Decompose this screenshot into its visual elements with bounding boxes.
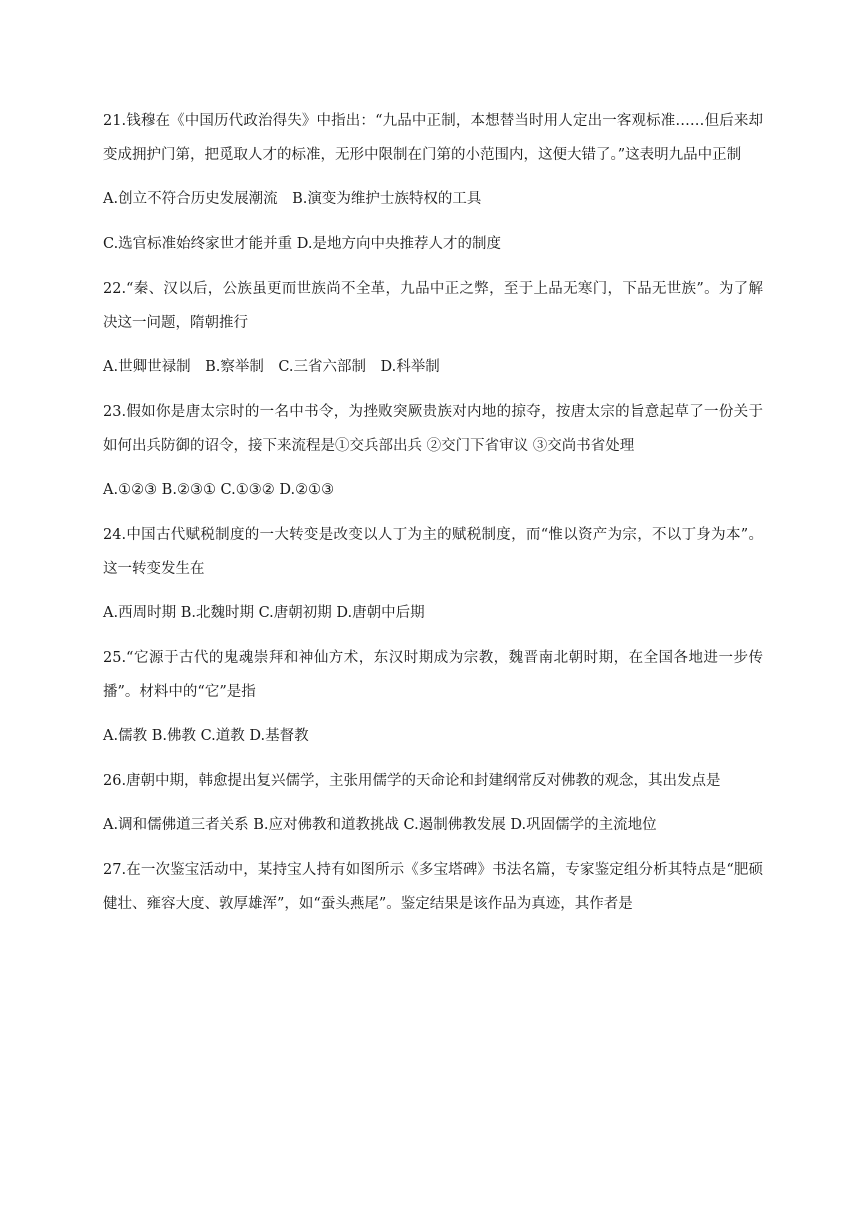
- question-21: [103, 104, 763, 272]
- question-stem: 24.中国古代赋税制度的一大转变是改变以人丁为主的赋税制度，而“惟以资产为宗，不以丁身为本”。这一转变发生在: [103, 527, 763, 577]
- question-23: [103, 395, 763, 518]
- question-stem: 22.“秦、汉以后，公族虽更而世族尚不全革，九品中正之弊，至于上品无寒门，下品无世族”。为了解决这一问题，隋朝推行: [103, 281, 763, 331]
- question-options: A.①②③ B.②③① C.①③② D.②①③: [103, 482, 335, 498]
- question-options: A.调和儒佛道三者关系 B.应对佛教和道教挑战 C.遏制佛教发展 D.巩固儒学的主流地位: [103, 817, 657, 833]
- question-stem: 23.假如你是唐太宗时的一名中书令，为挫败突厥贵族对内地的掠夺，按唐太宗的旨意起草了一份关于如何出兵防御的诏令，接下来流程是①交兵部出兵 ②交门下省审议 ③交尚书省处理: [103, 404, 763, 454]
- question-stem: 26.唐朝中期，韩愈提出复兴儒学，主张用儒学的天命论和封建纲常反对佛教的观念，其出发点是: [103, 773, 721, 789]
- question-stem: 25.“它源于古代的鬼魂崇拜和神仙方术，东汉时期成为宗教，魏晋南北朝时期，在全国各地进一步传播”。材料中的“它”是指: [103, 650, 763, 700]
- question-27: [103, 853, 763, 921]
- question-25: [103, 641, 763, 764]
- question-options: A.西周时期 B.北魏时期 C.唐朝初期 D.唐朝中后期: [103, 605, 425, 621]
- question-stem: 27.在一次鉴宝活动中，某持宝人持有如图所示《多宝塔碑》书法名篇，专家鉴定组分析其特点是“肥硕健壮、雍容大度、敦厚雄浑”，如“蚕头燕尾”。鉴定结果是该作品为真迹，其作者是: [103, 862, 763, 912]
- question-stem: 21.钱穆在《中国历代政治得失》中指出：“九品中正制，本想替当时用人定出一客观标准……但后来却变成拥护门第，把觅取人才的标准，无形中限制在门第的小范围内，这便大错了。”这表明九品中正制: [103, 113, 763, 163]
- document-page: [103, 104, 763, 921]
- question-options: A.创立不符合历史发展潮流 B.演变为维护士族特权的工具: [103, 191, 482, 207]
- question-24: [103, 518, 763, 641]
- question-options: C.选官标准始终家世才能并重 D.是地方向中央推荐人才的制度: [103, 236, 502, 252]
- question-options: A.世卿世禄制 B.察举制 C.三省六部制 D.科举制: [103, 359, 440, 375]
- question-options: A.儒教 B.佛教 C.道教 D.基督教: [103, 728, 309, 744]
- question-26: [103, 764, 763, 853]
- question-22: [103, 272, 763, 395]
